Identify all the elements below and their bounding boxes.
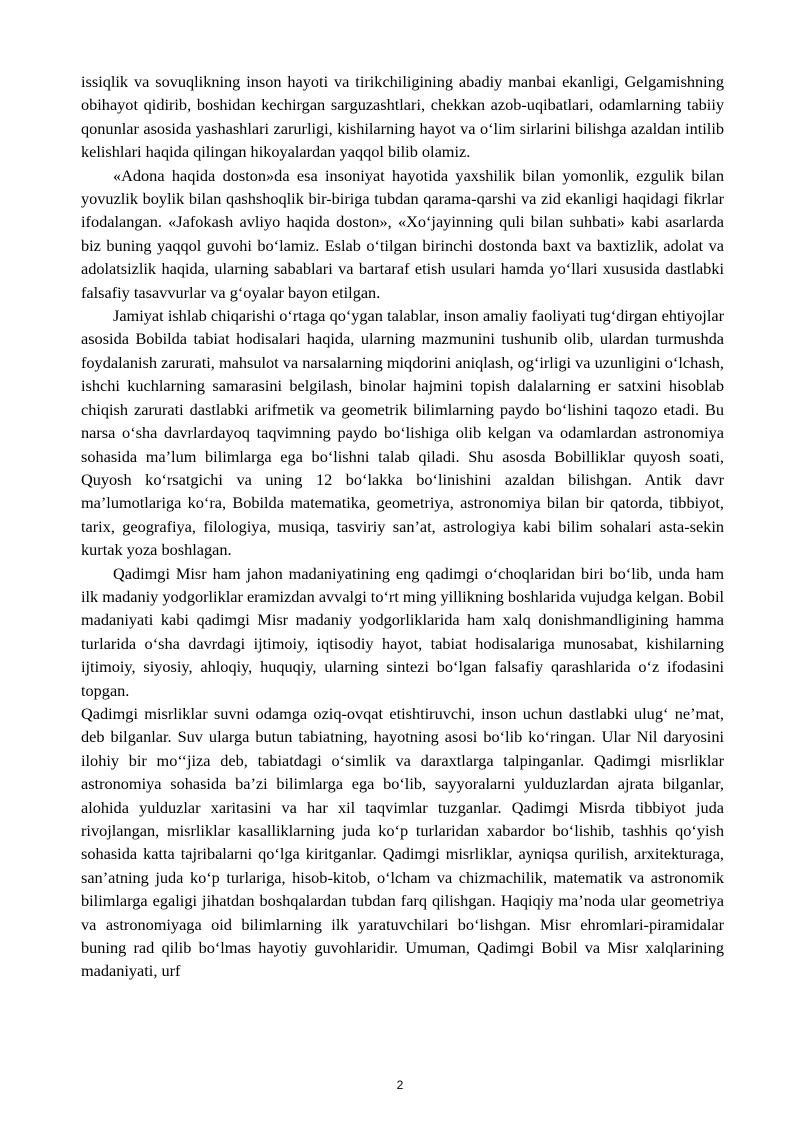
paragraph-3: Jamiyat ishlab chiqarishi o‘rtaga qo‘ygan talablar, inson amaliy faoliyati tug‘dirgan ehtiyojlar asosida Bobilda tabiat hodisalari haqida, ularning mazmunini tushunib olib, ulardan turmushda foydalanish zarurati, mahsulot va narsalarning miqdorini aniqlash, og‘irligi va uzunligini o‘lchash, ishchi kuchlarning samarasini belgilash, binolar hajmini topish dalalarning er satxini hisoblab chiqish zarurati dastlabki arifmetik va geometrik bilimlarning paydo bo‘lishini taqozo etadi. Bu narsa o‘sha davrlardayoq taqvimning paydo bo‘lishiga olib kelgan va odamlardan astronomiya sohasida ma’lum bilimlarga ega bo‘lishni talab qiladi. Shu asosda Bobilliklar quyosh soati, Quyosh ko‘rsatgichi va uning 12 bo‘lakka bo‘linishini azaldan bilishgan. Antik davr ma’lumotlariga ko‘ra, Bobilda matematika, geometriya, astronomiya bilan bir qatorda, tibbiyot, tarix, geografiya, filologiya, musiqa, tasviriy san’at, astrologiya kabi bilim sohalari asta-sekin kurtak yoza boshlagan. (81, 306, 724, 560)
document-body (81, 70, 724, 983)
paragraph-5: Qadimgi misrliklar suvni odamga oziq-ovqat etishtiruvchi, inson uchun dastlabki ulug‘ ne’mat, deb bilganlar. Suv ularga butun tabiatning, hayotning asosi bo‘lib ko‘ringan. Ular Nil daryosini ilohiy bir mo‘‘jiza deb, tabiatdagi o‘simlik va daraxtlarga talpinganlar. Qadimgi misrliklar astronomiya sohasida ba’zi bilimlarga ega bo‘lib, sayyoralarni yulduzlardan ajrata bilganlar, alohida yulduzlar xaritasini va har xil taqvimlar tuzganlar. Qadimgi Misrda tibbiyot juda rivojlangan, misrliklar kasalliklarning juda ko‘p turlaridan xabardor bo‘lishib, tashhis qo‘yish sohasida katta tajribalarni qo‘lga kiritganlar. Qadimgi misrliklar, ayniqsa qurilish, arxitekturaga, san’atning juda ko‘p turlariga, hisob-kitob, o‘lcham va chizmachilik, matematik va astronomik bilimlarga egaligi jihatdan boshqalardan tubdan farq qilishgan. Haqiqiy ma’noda ular geometriya va astronomiyaga oid bilimlarning ilk yaratuvchilari bo‘lishgan. Misr ehromlari-piramidalar buning rad qilib bo‘lmas hayotiy guvohlaridir. Umuman, Qadimgi Bobil va Misr xalqlarining madaniyati, urf (81, 703, 724, 981)
paragraph-2: «Adona haqida doston»da esa insoniyat hayotida yaxshilik bilan yomonlik, ezgulik bilan yovuzlik boylik bilan qashshoqlik bir-biriga tubdan qarama-qarshi va zid ekanligi haqidagi fikrlar ifodalangan. «Jafokash avliyo haqida doston», «Xo‘jayinning quli bilan suhbati» kabi asarlarda biz buning yaqqol guvohi bo‘lamiz. Eslab o‘tilgan birinchi dostonda baxt va baxtizlik, adolat va adolatsizlik haqida, ularning sabablari va bartaraf etish usulari hamda yo‘llari xususida dastlabki falsafiy tasavvurlar va g‘oyalar bayon etilgan. (81, 165, 724, 302)
paragraph-1: issiqlik va sovuqlikning inson hayoti va tirikchiligining abadiy manbai ekanligi, Gelgamishning obihayot qidirib, boshidan kechirgan sarguzashtlari, chekkan azob-uqibatlari, odamlarning tabiiy qonunlar asosida yashashlari zarurligi, kishilarning hayot va o‘lim sirlarini bilishga azaldan intilib kelishlari haqida qilingan hikoyalardan yaqqol bilib olamiz. (81, 72, 724, 162)
paragraph-4: Qadimgi Misr ham jahon madaniyatining eng qadimgi o‘choqlaridan biri bo‘lib, unda ham ilk madaniy yodgorliklar eramizdan avvalgi to‘rt ming yillikning boshlarida vujudga kelgan. Bobil madaniyati kabi qadimgi Misr madaniy yodgorliklarida ham xalq donishmandligining hamma turlarida o‘sha davrdagi ijtimoiy, iqtisodiy hayot, tabiat hodisalariga munosabat, kishilarning ijtimoiy, siyosiy, ahloqiy, huquqiy, ularning sintezi bo‘lgan falsafiy qarashlarida o‘z ifodasini topgan. (81, 563, 724, 700)
page-number: 2 (396, 1078, 404, 1092)
